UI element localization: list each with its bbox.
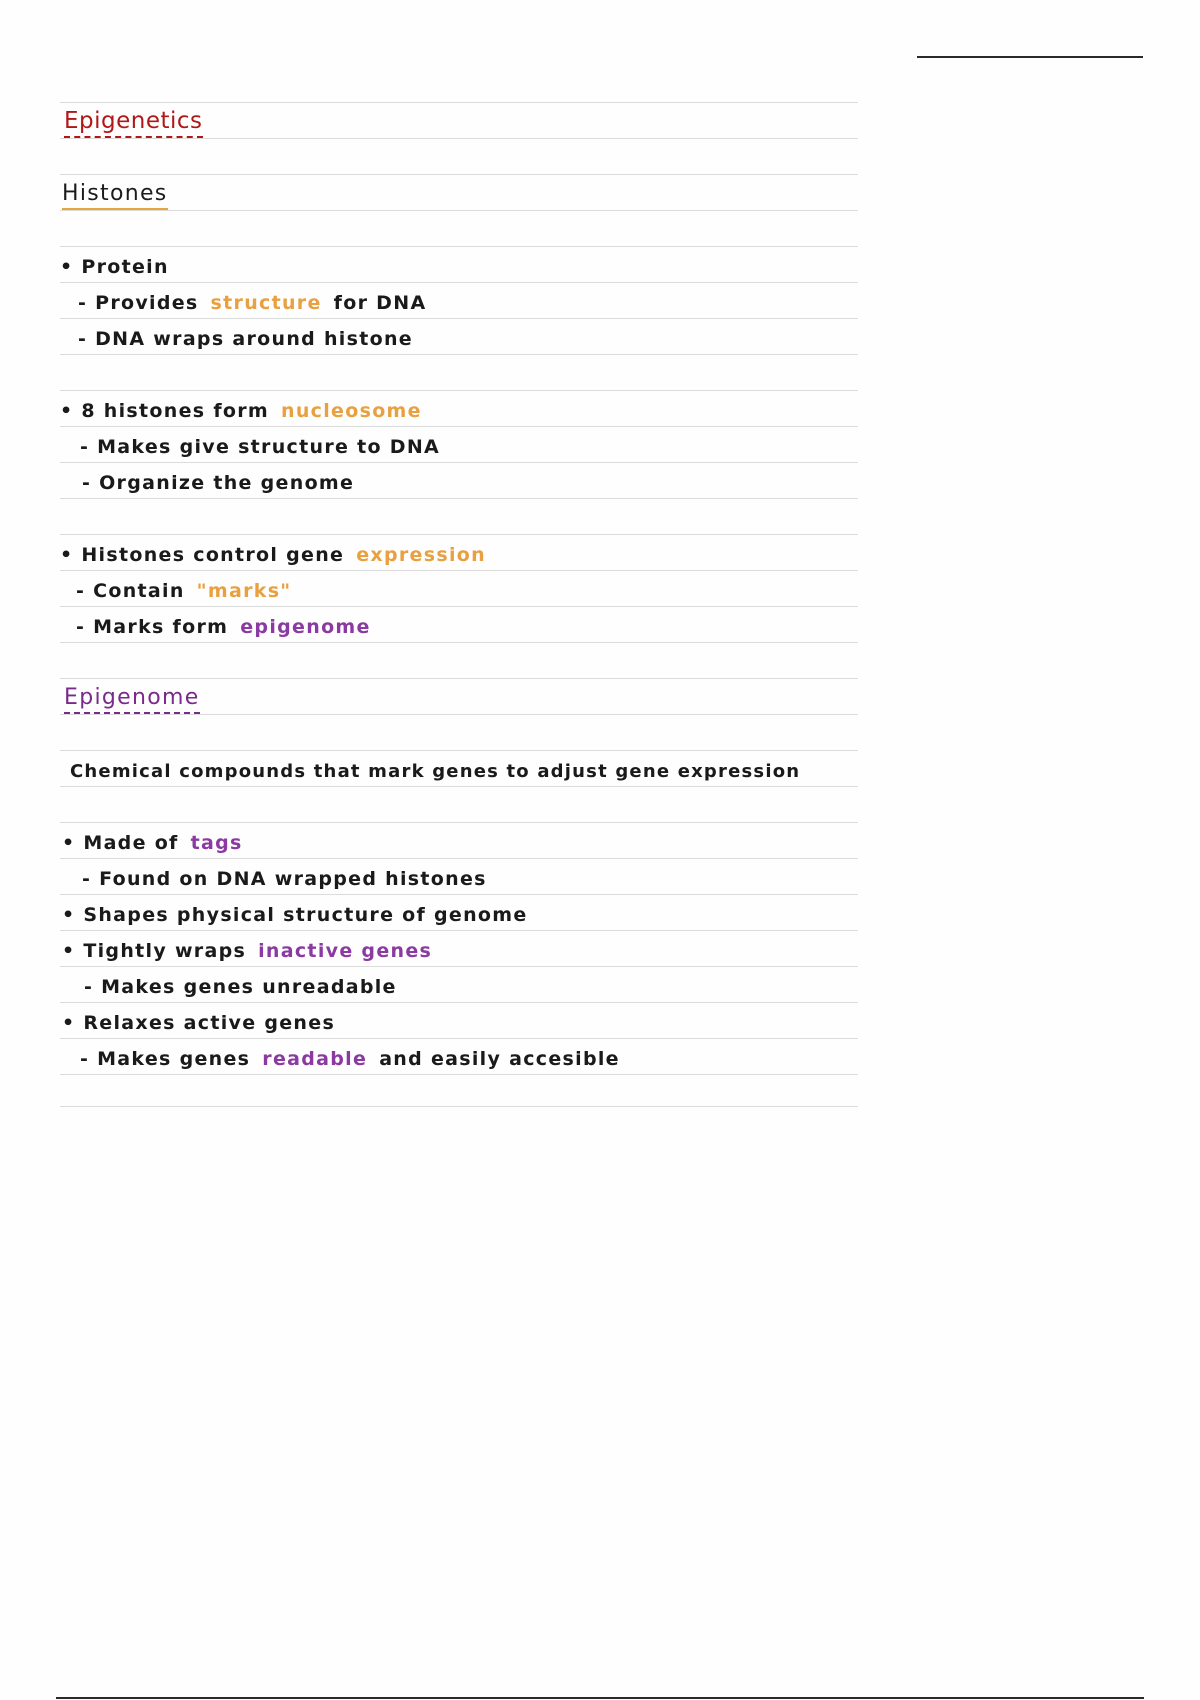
note-line [62,930,432,966]
sub-contain: - Contain [76,580,185,602]
note-line [60,246,169,282]
note-line [82,462,354,498]
bullet-relaxes: • Relaxes active genes [62,1012,336,1034]
sub-makes-genes: - Makes genes [80,1048,251,1070]
page-title: Epigenetics [64,108,203,138]
bullet-protein: • Protein [60,256,169,278]
highlight-inactive-genes: inactive genes [258,940,433,962]
bullet-eight-histones: • 8 histones form [60,400,270,422]
note-line [60,534,486,570]
bullet-shapes: • Shapes physical structure of genome [62,904,528,926]
note-line [80,426,440,462]
sub-found-on: - Found on DNA wrapped histones [82,868,487,890]
ruled-line [60,642,858,643]
ruled-line [60,1106,858,1107]
header-rule [917,56,1143,58]
ruled-line [60,174,858,175]
sub-makes-structure: - Makes give structure to DNA [80,436,441,458]
ruled-line [60,714,858,715]
sub-provides: - Provides [78,292,199,314]
note-line [76,570,292,606]
section-heading-epigenome: Epigenome [64,685,200,714]
highlight-marks: "marks" [196,580,292,602]
ruled-line [60,354,858,355]
footer-rule [56,1697,1144,1699]
highlight-expression: expression [356,544,486,566]
note-line [82,858,487,894]
highlight-nucleosome: nucleosome [281,400,422,422]
bullet-histones-control: • Histones control gene [60,544,345,566]
ruled-line [60,786,858,787]
sub-accessible: and easily accesible [379,1048,620,1070]
highlight-epigenome: epigenome [240,616,371,638]
note-line [62,1002,335,1038]
note-line [62,822,243,858]
title-line [64,102,203,138]
section-heading-histones: Histones [62,181,168,210]
ruled-line [60,138,858,139]
highlight-readable: readable [262,1048,368,1070]
ruled-line [60,246,858,247]
note-line [70,750,800,786]
note-line [62,894,528,930]
bullet-tightly-wraps: • Tightly wraps [62,940,247,962]
sub-dna-wraps: - DNA wraps around histone [78,328,413,350]
note-line [84,966,397,1002]
ruled-line [60,1074,858,1075]
note-line [78,318,413,354]
highlight-structure: structure [210,292,322,314]
sub-provides-tail: for DNA [333,292,427,314]
definition-text: Chemical compounds that mark genes to adjust gene expression [70,761,801,782]
heading-line [64,678,200,714]
note-line [80,1038,620,1074]
ruled-line [60,498,858,499]
heading-line [62,174,168,210]
bullet-made-of: • Made of [62,832,179,854]
sub-organize: - Organize the genome [82,472,355,494]
ruled-line [60,210,858,211]
sub-unreadable: - Makes genes unreadable [84,976,397,998]
note-line [76,606,371,642]
note-line [78,282,426,318]
highlight-tags: tags [190,832,243,854]
note-line [60,390,422,426]
sub-marks-form: - Marks form [76,616,229,638]
